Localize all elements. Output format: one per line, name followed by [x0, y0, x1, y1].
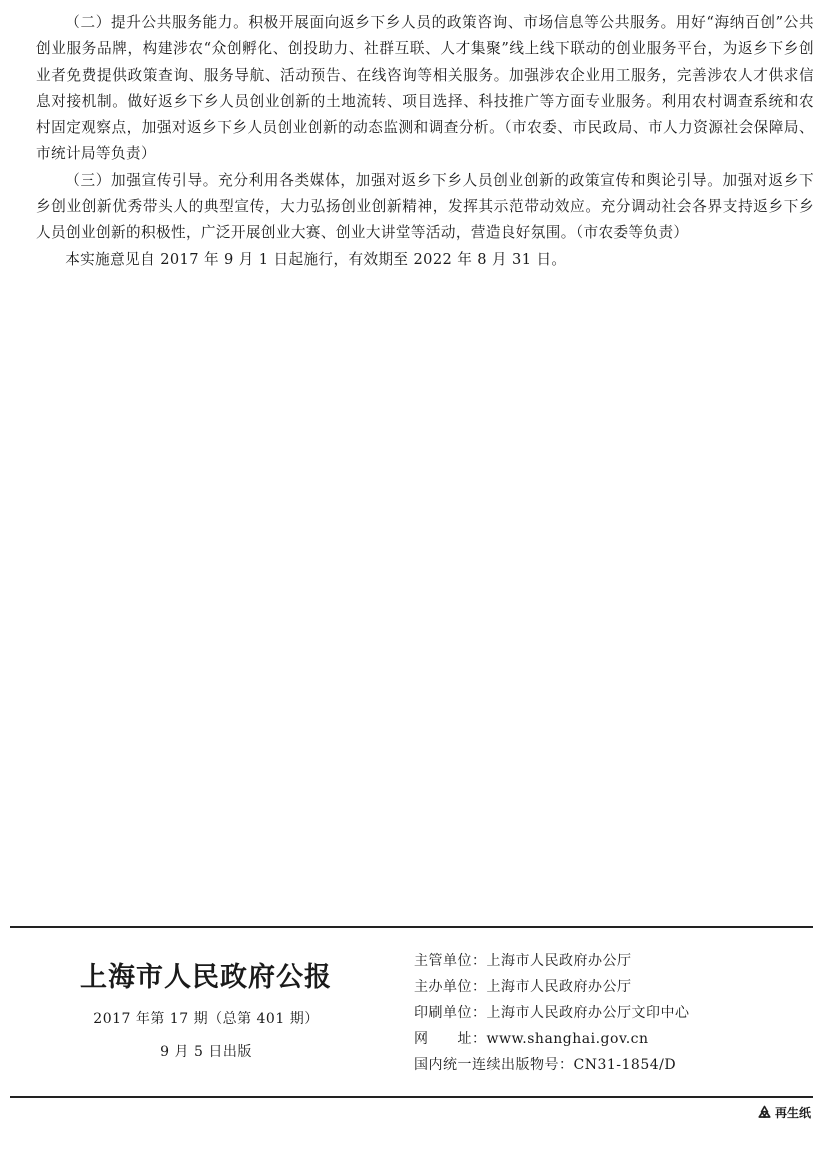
imprint-row-supervisor [414, 948, 814, 974]
footer-divider-top [10, 926, 813, 928]
imprint-label: 主办单位： [414, 979, 487, 995]
gazette-masthead [36, 955, 376, 1061]
imprint-label: 印刷单位： [414, 1005, 487, 1021]
gazette-issue: 2017 年第 17 期（总第 401 期） [93, 1011, 319, 1027]
paragraph-effective-date: 本实施意见自 2017 年 9 月 1 日起施行，有效期至 2022 年 8 月 31 日。 [65, 250, 567, 268]
recycled-paper-mark [757, 1104, 811, 1121]
imprint-value: 上海市人民政府办公厅 [486, 979, 632, 995]
imprint-value: www.shanghai.gov.cn [486, 1031, 649, 1047]
imprint-block [414, 948, 814, 1078]
imprint-row-website [414, 1026, 814, 1052]
gazette-publish-date: 9 月 5 日出版 [160, 1044, 252, 1060]
paragraph-publicity: （三）加强宣传引导。充分利用各类媒体，加强对返乡下乡人员创业创新的政策宣传和舆论引导。加强对返乡下乡创业创新优秀带头人的典型宣传，大力弘扬创业创新精神，发挥其示范带动效应。充分调动社会各界支持返乡下乡人员创业创新的积极性，广泛开展创业大赛、创业大讲堂等活动，营造良好氛围。（市农委等负责） [36, 171, 814, 242]
imprint-value: 上海市人民政府办公厅文印中心 [486, 1005, 690, 1021]
document-body [36, 10, 814, 273]
imprint-label: 主管单位： [414, 953, 487, 969]
imprint-value: CN31-1854/D [573, 1057, 677, 1073]
imprint-row-serial-number [414, 1052, 814, 1078]
gazette-title: 上海市人民政府公报 [80, 962, 332, 993]
recycled-paper-label: 再生纸 [774, 1106, 811, 1120]
imprint-row-printer [414, 1000, 814, 1026]
imprint-row-sponsor [414, 974, 814, 1000]
imprint-label: 网 址： [414, 1031, 487, 1047]
recycle-icon [757, 1105, 772, 1120]
footer-divider-bottom [10, 1096, 813, 1098]
imprint-label: 国内统一连续出版物号： [414, 1057, 574, 1073]
imprint-value: 上海市人民政府办公厅 [486, 953, 632, 969]
paragraph-public-services: （二）提升公共服务能力。积极开展面向返乡下乡人员的政策咨询、市场信息等公共服务。用好“海纳百创”公共创业服务品牌，构建涉农“众创孵化、创投助力、社群互联、人才集聚”线上线下联动的创业服务平台，为返乡下乡创业者免费提供政策查询、服务导航、活动预告、在线咨询等相关服务。加强涉农企业用工服务，完善涉农人才供求信息对接机制。做好返乡下乡人员创业创新的土地流转、项目选择、科技推广等方面专业服务。利用农村调查系统和农村固定观察点，加强对返乡下乡人员创业创新的动态监测和调查分析。（市农委、市民政局、市人力资源社会保障局、市统计局等负责） [36, 14, 814, 163]
